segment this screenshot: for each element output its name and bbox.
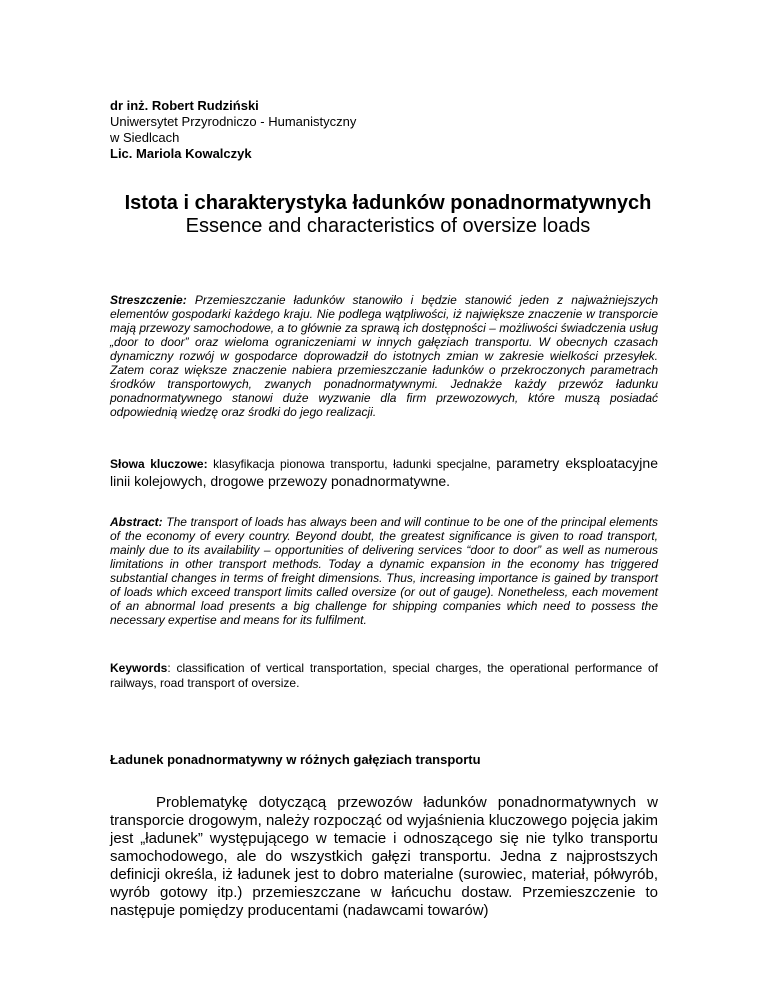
body-paragraph: Problematykę dotyczącą przewozów ładunków ponadnormatywnych w transporcie drogowym, należy rozpocząć od wyjaśnienia kluczowego pojęcia jakim jest „ładunek” występującego w temacie i odnoszącego się nie tylko transportu samochodowego, ale do wszystkich gałęzi transportu. Jedna z najprostszych definicji określa, iż ładunek jest to dobro materialne (surowiec, materiał, półwyrób, wyrób gotowy itp.) przemieszczane w łańcuchu dostaw. Przemieszczenie to następuje pomiędzy producentami (nadawcami towarów) [110, 794, 658, 919]
section-heading: Ładunek ponadnormatywny w różnych gałęziach transportu [110, 752, 481, 767]
keywords-polish-text: klasyfikacja pionowa transportu, ładunki specjalne, [207, 457, 497, 471]
affiliation-line-1: Uniwersytet Przyrodniczo - Humanistyczny [110, 114, 357, 129]
affiliation-line-2: w Siedlcach [110, 130, 180, 145]
keywords-english [110, 661, 658, 691]
keywords-polish-label: Słowa kluczowe: [110, 457, 208, 471]
author-name-1: dr inż. Robert Rudziński [110, 98, 259, 113]
author-name-2: Lic. Mariola Kowalczyk [110, 146, 252, 161]
abstract-polish-label: Streszczenie: [110, 293, 187, 307]
abstract-polish-text: Przemieszczanie ładunków stanowiło i będzie stanowić jeden z najważniejszych elementów gospodarki każdego kraju. Nie podlega wątpliwości, iż największe znaczenie w transporcie mają przewozy samochodowe, a to głównie za sprawą ich dostępności – możliwości świadczenia usług „door to door” oraz wieloma ograniczeniami w innych gałęziach transportu. W obecnych czasach dynamiczny rozwój w gospodarce doprowadził do istotnych zmian w zakresie wielkości przesyłek. Zatem coraz większe znaczenie nabiera przemieszczanie ładunków o przekroczonych parametrach środków transportowych, zwanych ponadnormatywnymi. Jednakże każdy przewóz ładunku ponadnormatywnego stanowi duże wyzwanie dla firm przewozowych, które muszą posiadać odpowiednią wiedzę oraz środki do jego realizacji. [110, 293, 658, 419]
keywords-english-label: Keywords [110, 661, 168, 675]
keywords-polish-text-large: parametry eksploatacyjne linii kolejowych, drogowe przewozy ponadnormatywne. [110, 455, 658, 489]
title-block [108, 192, 668, 238]
paper-title-english: Essence and characteristics of oversize loads [185, 215, 591, 237]
abstract-english [110, 515, 658, 627]
abstract-polish [110, 293, 658, 419]
abstract-english-label: Abstract: [110, 515, 163, 529]
keywords-english-text: : classification of vertical transportation, special charges, the operational performance of railways, road transport of oversize. [110, 661, 658, 690]
keywords-polish [110, 455, 658, 491]
abstract-english-text: The transport of loads has always been and will continue to be one of the principal elements of the economy of every country. Beyond doubt, the greatest significance is given to road transport, mainly due to its availability – opportunities of delivering services “door to door” as well as numerous limitations in other transport methods. Today a dynamic expansion in the economy has triggered substantial changes in terms of freight dimensions. Thus, increasing importance is gained by transport of loads which exceed transport limits called oversize (or out of gauge). Nonetheless, each movement of an abnormal load presents a big challenge for shipping companies which need to possess the necessary expertise and means for its fulfilment. [110, 515, 658, 627]
paper-title-polish: Istota i charakterystyka ładunków ponadnormatywnych [124, 192, 652, 214]
author-block [110, 98, 670, 162]
